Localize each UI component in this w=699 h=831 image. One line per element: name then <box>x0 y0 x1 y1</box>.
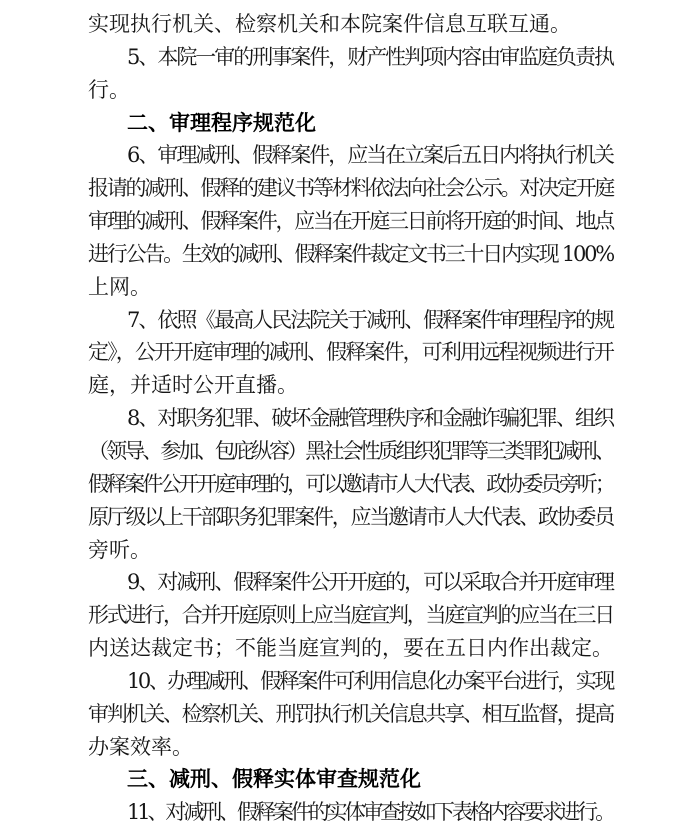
text-line <box>88 632 613 665</box>
text-line-text: 上网。 <box>88 274 151 299</box>
text-line-text: 原厅级以上干部职务犯罪案件，应当邀请市人大代表、政协委员 <box>88 504 613 529</box>
text-line <box>88 534 613 567</box>
text-line <box>88 698 613 731</box>
text-line <box>88 566 613 599</box>
text-line <box>88 402 613 435</box>
text-line <box>88 205 613 238</box>
text-line-text: 定》，公开开庭审理的减刑、假释案件，可利用远程视频进行开 <box>88 340 613 365</box>
section-heading <box>88 107 613 140</box>
text-line-text: 审理的减刑、假释案件，应当在开庭三日前将开庭的时间、地点 <box>88 209 613 234</box>
text-line <box>88 501 613 534</box>
text-line <box>88 336 613 369</box>
text-line <box>88 139 613 172</box>
text-line-text: 实现执行机关、检察机关和本院案件信息互联互通。 <box>88 12 571 36</box>
text-line-text: 5、本院一审的刑事案件，财产性判项内容由审监庭负责执 <box>127 44 613 69</box>
text-line-text: 进行公告。生效的减刑、假释案件裁定文书三十日内实现 100% <box>88 241 613 266</box>
section-heading-text: 三、减刑、假释实体审查规范化 <box>127 767 421 792</box>
text-line-text: 8、对职务犯罪、破坏金融管理秩序和金融诈骗犯罪、组织 <box>127 406 613 431</box>
text-line <box>88 435 613 468</box>
text-line <box>88 8 613 41</box>
text-line <box>88 369 613 402</box>
text-line <box>88 731 613 764</box>
text-line <box>88 238 613 271</box>
text-line-text: 旁听。 <box>88 537 151 562</box>
text-line-text: 6、审理减刑、假释案件，应当在立案后五日内将执行机关 <box>127 143 613 168</box>
text-line <box>88 665 613 698</box>
text-line-text: 办案效率。 <box>88 734 193 759</box>
text-line <box>88 599 613 632</box>
section-heading-text: 二、审理程序规范化 <box>127 110 316 135</box>
text-line <box>88 74 613 107</box>
text-line-text: 形式进行，合并开庭原则上应当庭宣判，当庭宣判的应当在三日 <box>88 603 613 628</box>
text-line <box>88 796 613 829</box>
document-text-block <box>88 8 613 829</box>
text-line-text: 假释案件公开开庭审理的，可以邀请市人大代表、政协委员旁听； <box>88 471 613 496</box>
text-line <box>88 172 613 205</box>
text-line-text: 庭，并适时公开直播。 <box>88 373 298 398</box>
text-line-text: 7、依照《最高人民法院关于减刑、假释案件审理程序的规 <box>127 307 613 332</box>
text-line-text: 内送达裁定书；不能当庭宣判的，要在五日内作出裁定。 <box>88 636 613 661</box>
text-line <box>88 304 613 337</box>
text-line-text: （领导、参加、包庇纵容）黑社会性质组织犯罪等三类罪犯减刑、 <box>88 438 613 463</box>
text-line-text: 9、对减刑、假释案件公开开庭的，可以采取合并开庭审理 <box>127 570 613 595</box>
text-line-text: 报请的减刑、假释的建议书等材料依法向社会公示。对决定开庭 <box>88 176 613 201</box>
text-line <box>88 41 613 74</box>
text-line <box>88 468 613 501</box>
text-line-text: 行。 <box>88 77 130 102</box>
text-line-text: 审判机关、检察机关、刑罚执行机关信息共享、相互监督，提高 <box>88 701 613 726</box>
text-line <box>88 271 613 304</box>
text-line-text: 10、办理减刑、假释案件可利用信息化办案平台进行，实现 <box>127 668 613 693</box>
text-line-text: 11、对减刑、假释案件的实体审查按如下表格内容要求进行。 <box>127 800 613 825</box>
section-heading <box>88 763 613 796</box>
